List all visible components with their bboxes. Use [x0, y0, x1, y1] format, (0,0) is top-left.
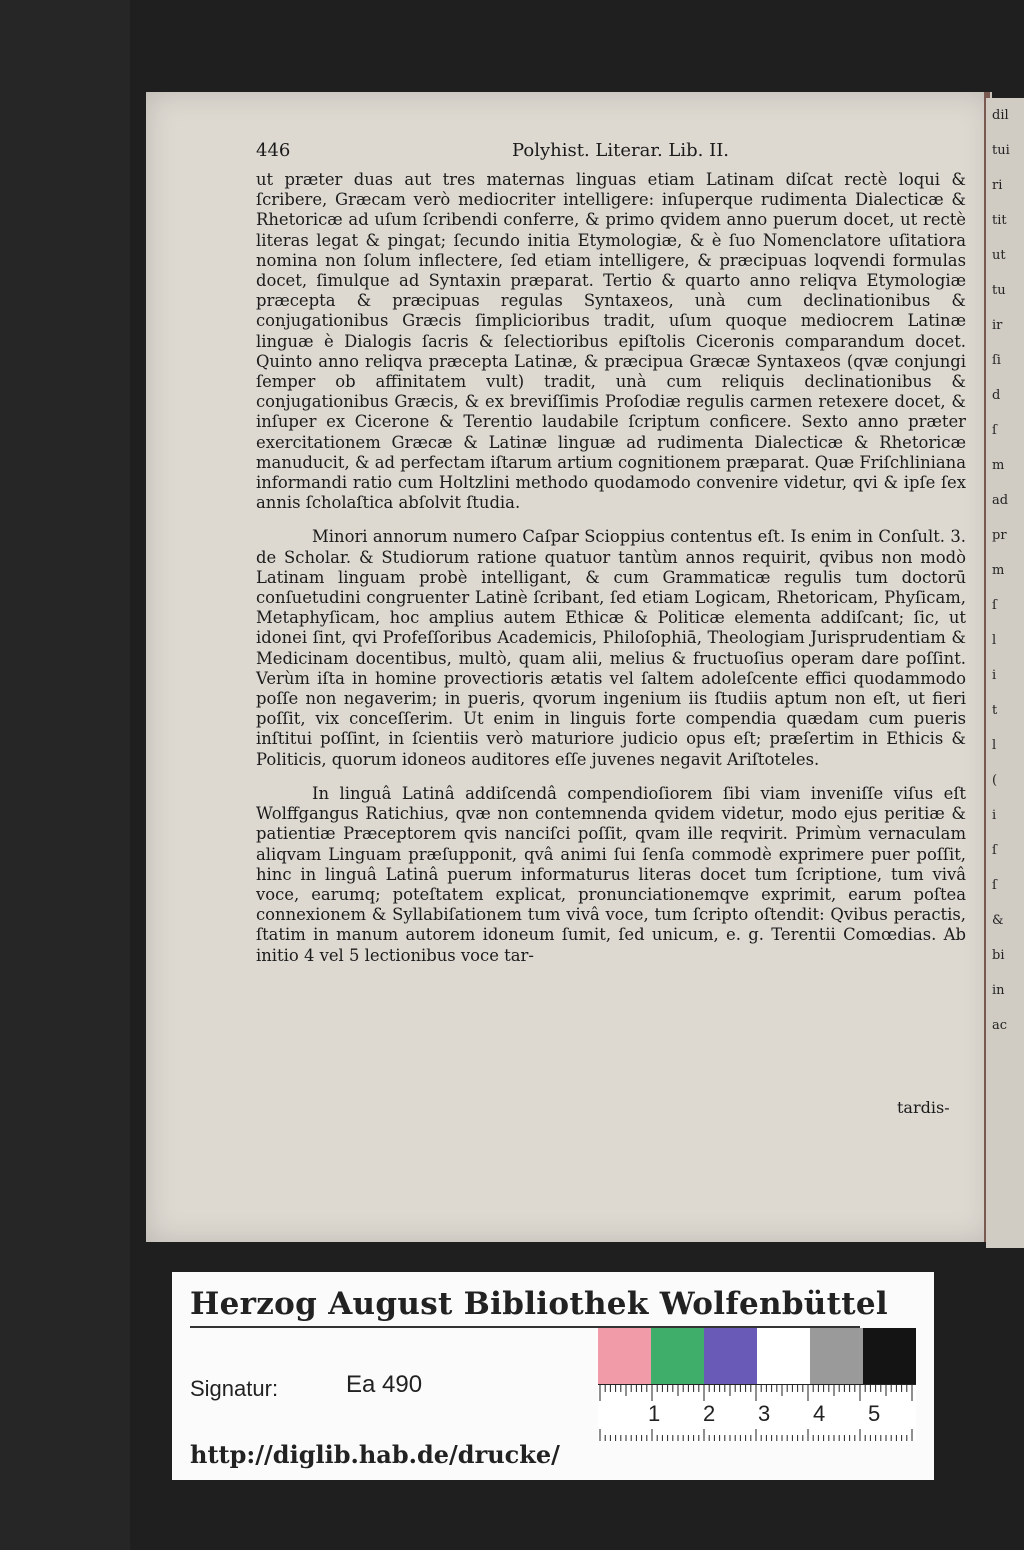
paragraph: In linguâ Latinâ addiſcendâ compendioſiorem ſibi viam inveniſſe viſus eſt Wolffgangus Ratichius, qvæ non contemnenda qvidem videtur, modo ejus peritiæ & patientiæ Præceptorem qvis nanciſci poſſit, qvam ille reqvirit. Primùm vernaculam aliqvam Linguam præſupponit, qvâ animi ſui ſenſa commodè exprimere puer poſſit, hinc in linguâ Latinâ puerum informaturus literas docet tum ſcriptione, tum vivâ voce, earumq; poteſtatem explicat, pronunciationemqve exprimit, earum poſtea connexionem & Syllabiſationem tum vivâ voce, tum ſcripto oſtendit: Qvibus peractis, ſtatim in manum autorem idoneum ſumit, ſed unicum, e. g. Terentii Comœdias. Ab initio 4 vel 5 lectionibus voce tar-: [256, 783, 966, 965]
color-swatch: [863, 1328, 916, 1384]
fragment-letters: ad: [992, 493, 1009, 508]
fragment-letters: m: [992, 563, 1005, 578]
color-swatch: [757, 1328, 810, 1384]
fragment-letters: d: [992, 388, 1001, 403]
fragment-letters: ir: [992, 318, 1003, 333]
fragment-letters: ſ: [992, 878, 997, 893]
page-header: [256, 140, 976, 166]
fragment-letters: ut: [992, 248, 1006, 263]
fragment-letters: i: [992, 808, 997, 823]
signature-value: Ea 490: [346, 1371, 423, 1398]
measurement-ruler: [598, 1384, 916, 1441]
fragment-letters: (: [992, 773, 998, 788]
catchword: tardis-: [897, 1098, 950, 1117]
color-swatch: [598, 1328, 651, 1384]
fragment-letters: ſi: [992, 353, 1001, 368]
color-swatch: [651, 1328, 704, 1384]
fragment-letters: ſ: [992, 843, 997, 858]
library-name: Herzog August Bibliothek Wolfenbüttel: [190, 1286, 888, 1322]
ruler-number: 4: [813, 1401, 826, 1426]
color-swatch: [704, 1328, 757, 1384]
color-swatch: [810, 1328, 863, 1384]
fragment-letters: bi: [992, 948, 1005, 963]
page-number: 446: [256, 140, 291, 161]
fragment-letters: ri: [992, 178, 1003, 193]
fragment-letters: tit: [992, 213, 1007, 228]
next-page-fragment: [986, 98, 1024, 1248]
library-label-card: [172, 1272, 934, 1480]
color-calibration-strip: [598, 1328, 916, 1384]
fragment-letters: tui: [992, 143, 1010, 158]
fragment-letters: pr: [992, 528, 1007, 543]
fragment-letters: i: [992, 668, 997, 683]
paragraph: Minori annorum numero Caſpar Scioppius contentus eſt. Is enim in Conſult. 3. de Scholar. & Studiorum ratione quatuor tantùm annos requirit, qvibus non modò Latinam linguam probè intelligant, & cum Grammaticæ regulis tum doctorū conſuetudini congruenter Latinè ſcribant, ſed etiam Logicam, Rhetoricam, Phyſicam, Metaphyſicam, hoc amplius autem Ethicæ & Politicæ elementa addiſcant; ſic, ut idonei ſint, qvi Profeſſoribus Academicis, Philoſophiā, Theologiam Jurisprudentiam & Medicinam docentibus, multò, quam alii, melius & fructuoſius operam dare poſſint. Verùm iſta in homine provectioris ætatis vel ſaltem adoleſcente effici quodammodo poſſe non negaverim; in pueris, qvorum ingenium iis ſtudiis aptum non eſt, ut fieri poſſit, vix conceſſerim. Ut enim in linguis forte compendia quædam cum pueris inſtitui poſſint, in ſcientiis verò maturiore judicio opus eſt; præſertim in Ethicis & Politicis, quorum idoneos auditores eſſe juvenes negavit Ariſtoteles.: [256, 527, 966, 769]
fragment-letters: ac: [992, 1018, 1008, 1033]
ruler-number: 5: [868, 1401, 881, 1426]
running-title: Polyhist. Literar. Lib. II.: [512, 140, 730, 161]
fragment-letters: tu: [992, 283, 1006, 298]
fragment-letters: ſ: [992, 423, 997, 438]
fragment-letters: m: [992, 458, 1005, 473]
scanner-edge: [0, 0, 130, 1550]
fragment-letters: in: [992, 983, 1005, 998]
fragment-letters: l: [992, 633, 997, 648]
ruler-number: 3: [758, 1401, 771, 1426]
ruler-number: 1: [648, 1401, 661, 1426]
fragment-letters: ſ: [992, 598, 997, 613]
fragment-letters: &: [992, 913, 1004, 928]
signature-label: Signatur:: [190, 1376, 279, 1401]
library-url: http://diglib.hab.de/drucke/: [190, 1440, 560, 1469]
paragraph: ut præter duas aut tres maternas linguas etiam Latinam diſcat rectè loqui & ſcribere, Græcam verò mediocriter intelligere: inſuperque rudimenta Dialecticæ & Rhetoricæ ad uſum ſcribendi conferre, & primo qvidem anno puerum docet, ut rectè literas legat & pingat; ſecundo initia Etymologiæ, & è ſuo Nomenclatore uſitatiora nomina non ſolum inflectere, ſed etiam intelligere, & præcipuas loqvendi formulas docet, ſimulque ad Syntaxin præparat. Tertio & quarto anno reliqva Etymologiæ præcepta & præcipuas regulas Syntaxeos, unà cum declinationibus & conjugationibus Græcis ſimplicioribus tradit, uſum quoque mediocrem Latinæ linguæ è Dialogis ſacris & ſelectioribus epiſtolis Ciceronis comparandum docet. Quinto anno reliqva præcepta Latinæ, & præcipua Græcæ Syntaxeos (qvæ conjungi ſemper ob affinitatem vult) tradit, unà cum reliquis declinationibus & conjugationibus Græcis, & ex breviſſimis Proſodiæ regulis carmen retexere docet, & inſuper ex Cicerone & Terentio laudabile ſcriptum conficere. Sexto anno præter exercitationem Græcæ & Latinæ linguæ ad rudimenta Dialecticæ & Rhetoricæ manuducit, & ad perfectam iſtarum artium cognitionem præparat. Quæ Friſchliniana informandi ratio cum Holtzlini methodo quodamodo convenire videtur, qvi & ipſe ſex annis ſcholaſtica abſolvit ſtudia.: [256, 170, 966, 513]
fragment-letters: l: [992, 738, 997, 753]
fragment-letters: t: [992, 703, 998, 718]
ruler-number: 2: [703, 1401, 716, 1426]
fragment-letters: dil: [992, 108, 1009, 123]
body-text: [256, 170, 966, 966]
